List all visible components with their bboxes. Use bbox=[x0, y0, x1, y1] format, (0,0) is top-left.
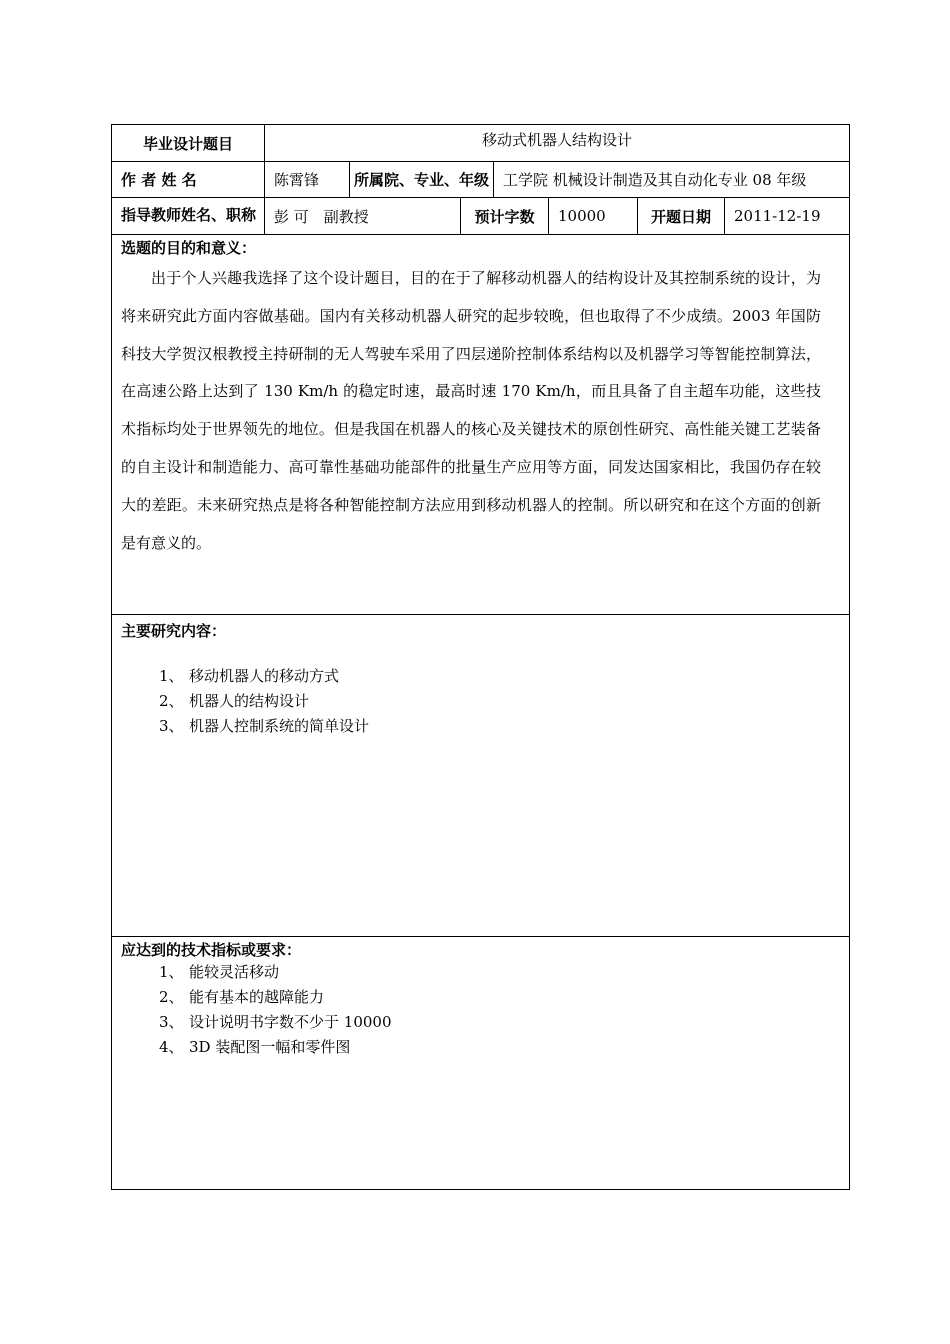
proposal-form bbox=[111, 124, 850, 1190]
dept-value: 工学院 机械设计制造及其自动化专业 08 年级 bbox=[503, 171, 807, 189]
list-item bbox=[159, 1010, 392, 1035]
author-label: 作 者 姓 名 bbox=[112, 162, 265, 197]
advisor-value: 彭 可 副教授 bbox=[265, 198, 461, 234]
list-item bbox=[159, 1035, 392, 1060]
list-item-number: 2、 bbox=[159, 692, 184, 710]
list-item-number: 1、 bbox=[159, 963, 184, 981]
title-label: 毕业设计题目 bbox=[112, 125, 265, 161]
list-item bbox=[159, 960, 392, 985]
requirements-list bbox=[159, 960, 392, 1060]
title-row bbox=[112, 125, 849, 162]
list-item-number: 2、 bbox=[159, 988, 184, 1006]
list-item-text: 设计说明书字数不少于 10000 bbox=[189, 1013, 392, 1031]
list-item-text: 能较灵活移动 bbox=[189, 963, 280, 981]
words-label: 预计字数 bbox=[461, 198, 549, 234]
author-row bbox=[112, 162, 849, 198]
purpose-heading: 选题的目的和意义： bbox=[121, 239, 257, 257]
words-value: 10000 bbox=[549, 198, 638, 234]
dept-label: 所属院、专业、年级 bbox=[350, 162, 494, 197]
list-item-text: 机器人控制系统的简单设计 bbox=[189, 717, 370, 735]
title-value: 移动式机器人结构设计 bbox=[481, 131, 632, 149]
list-item-text: 3D 装配图一幅和零件图 bbox=[189, 1038, 351, 1056]
list-item bbox=[159, 714, 369, 739]
date-value: 2011-12-19 bbox=[734, 207, 821, 225]
date-label: 开题日期 bbox=[638, 198, 725, 234]
advisor-label: 指导教师姓名、职称 bbox=[112, 198, 265, 234]
content-heading: 主要研究内容： bbox=[121, 622, 227, 640]
purpose-text: 出于个人兴趣我选择了这个设计题目，目的在于了解移动机器人的结构设计及其控制系统的设计，为将来研究此方面内容做基础。国内有关移动机器人研究的起步较晚，但也取得了不少成绩。2003 年国防科技大学贺汉根教授主持研制的无人驾驶车采用了四层递阶控制体系结构以及机器学习等智能控制算法，在高速公路上达到了 130 Km/h 的稳定时速，最高时速 170 Km/h，而且具备了自主超车功能，这些技术指标均处于世界领先的地位。但是我国在机器人的核心及关键技术的原创性研究、高性能关键工艺装备的自主设计和制造能力、高可靠性基础功能部件的批量生产应用等方面，同发达国家相比，我国仍存在较大的差距。未来研究热点是将各种智能控制方法应用到移动机器人的控制。所以研究和在这个方面的创新是有意义的。 bbox=[121, 269, 821, 552]
list-item-number: 3、 bbox=[159, 1013, 184, 1031]
content-section bbox=[112, 615, 849, 937]
list-item-number: 1、 bbox=[159, 667, 184, 685]
list-item-number: 3、 bbox=[159, 717, 184, 735]
list-item-text: 移动机器人的移动方式 bbox=[189, 667, 340, 685]
list-item-text: 能有基本的越障能力 bbox=[189, 988, 325, 1006]
content-list bbox=[159, 664, 369, 739]
list-item bbox=[159, 689, 369, 714]
author-value: 陈霄锋 bbox=[265, 162, 350, 197]
list-item-number: 4、 bbox=[159, 1038, 184, 1056]
list-item bbox=[159, 664, 369, 689]
requirements-heading: 应达到的技术指标或要求： bbox=[121, 941, 302, 959]
list-item-text: 机器人的结构设计 bbox=[189, 692, 310, 710]
requirements-section bbox=[112, 937, 849, 1189]
advisor-row bbox=[112, 198, 849, 235]
purpose-section bbox=[112, 235, 849, 615]
list-item bbox=[159, 985, 392, 1010]
